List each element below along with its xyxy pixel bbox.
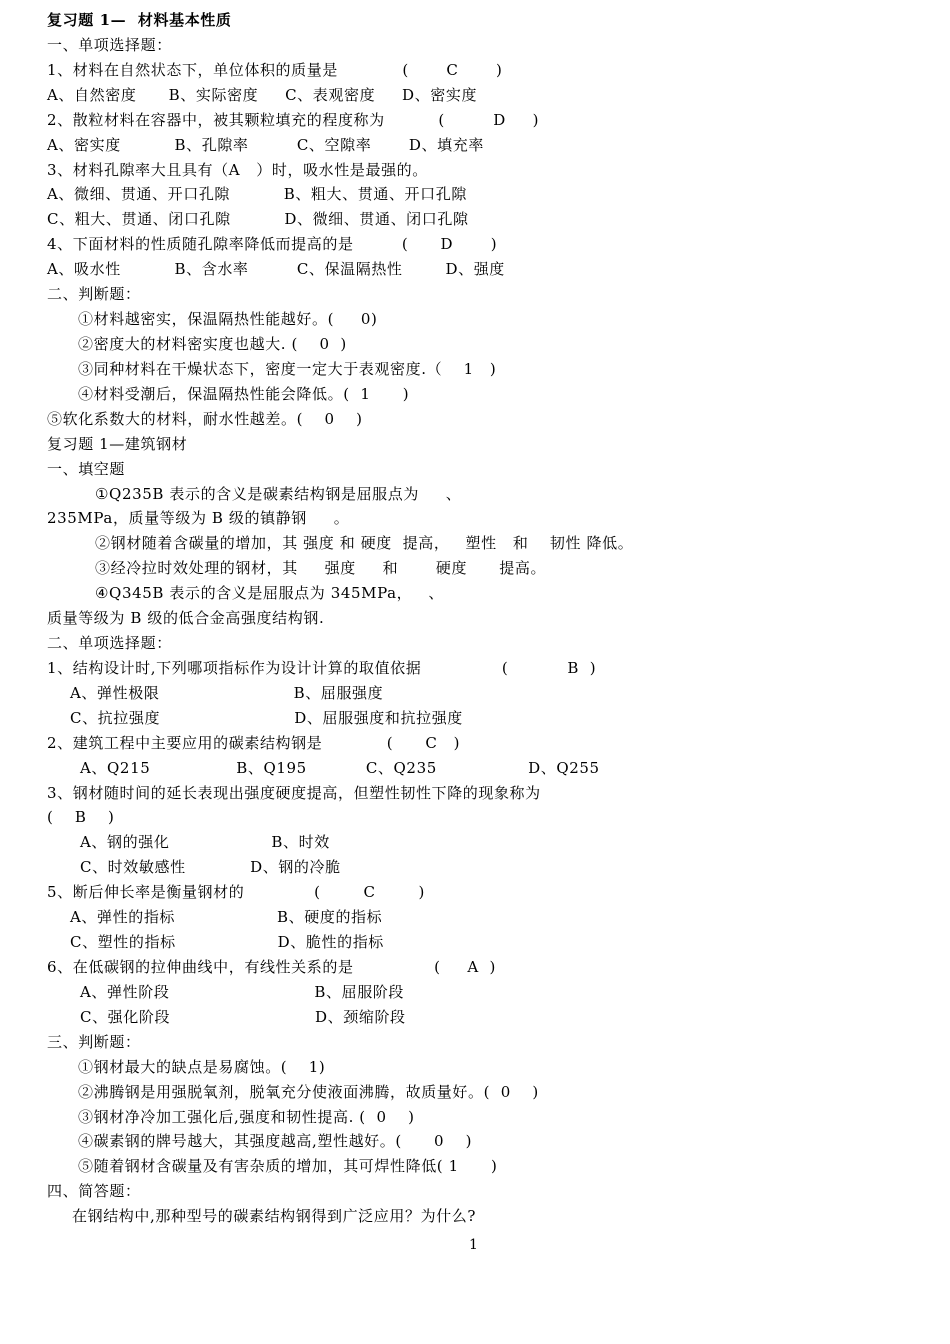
- text-line: 2、建筑工程中主要应用的碳素结构钢是 ( C ): [47, 733, 461, 752]
- text-line: A、自然密度 B、实际密度 C、表观密度 D、密实度: [47, 85, 478, 104]
- text-line: 4、下面材料的性质随孔隙率降低而提高的是 ( D ): [47, 235, 498, 254]
- text-line: ②钢材随着含碳量的增加，其 强度 和 硬度 提高， 塑性 和 韧性 降低。: [95, 534, 634, 553]
- text-line: 1、材料在自然状态下，单位体积的质量是 ( C ): [47, 60, 503, 79]
- text-line: A、吸水性 B、含水率 C、保温隔热性 D、强度: [47, 260, 505, 279]
- text-line: A、钢的强化 B、时效: [80, 833, 330, 852]
- text-line: 二、判断题：: [47, 285, 141, 304]
- text-line: 质量等级为 B 级的低合金高强度结构钢.: [47, 609, 325, 628]
- text-line: C、粗大、贯通、闭口孔隙 D、微细、贯通、闭口孔隙: [47, 210, 469, 229]
- text-line: 3、材料孔隙率大且具有（A ）时，吸水性是最强的。: [47, 160, 428, 179]
- text-line: A、弹性极限 B、屈服强度: [70, 683, 384, 702]
- text-line: 在钢结构中,那种型号的碳素结构钢得到广泛应用？为什么?: [72, 1207, 477, 1226]
- text-line: ⑤软化系数大的材料，耐水性越差。( 0 ): [47, 409, 363, 428]
- text-line: 2、散粒材料在容器中，被其颗粒填充的程度称为 ( D ): [47, 110, 540, 129]
- text-line: A、弹性的指标 B、硬度的指标: [70, 908, 383, 927]
- text-line: A、微细、贯通、开口孔隙 B、粗大、贯通、开口孔隙: [47, 185, 467, 204]
- text-line: ④Q345B 表示的含义是屈服点为 345MPa， 、: [95, 584, 444, 603]
- text-line: ①材料越密实，保温隔热性能越好。( 0): [78, 310, 378, 328]
- text-line: 复习题 1—建筑钢材: [47, 434, 188, 453]
- text-line: C、强化阶段 D、颈缩阶段: [80, 1007, 406, 1026]
- text-line: ②沸腾钢是用强脱氧剂，脱氧充分使液面沸腾，故质量好。( 0 ): [78, 1082, 539, 1101]
- text-line: 四、简答题：: [47, 1182, 141, 1201]
- text-line: ( B ): [47, 808, 115, 827]
- text-line: 1、结构设计时,下列哪项指标作为设计计算的取值依据 ( B ): [47, 658, 597, 677]
- text-line: C、时效敏感性 D、钢的冷脆: [80, 858, 341, 877]
- text-line: C、抗拉强度 D、屈服强度和抗拉强度: [70, 708, 463, 727]
- text-line: A、密实度 B、孔隙率 C、空隙率 D、填充率: [47, 135, 484, 154]
- text-line: 3、钢材随时间的延长表现出强度硬度提高，但塑性韧性下降的现象称为: [47, 783, 541, 802]
- text-line: 235MPa，质量等级为 B 级的镇静钢 。: [47, 509, 350, 528]
- text-line: 5、断后伸长率是衡量钢材的 ( C ): [47, 883, 425, 902]
- text-line: 6、在低碳钢的拉伸曲线中，有线性关系的是 ( A ): [47, 958, 496, 976]
- page-number: 1: [469, 1237, 478, 1253]
- text-line: ③同种材料在干燥状态下，密度一定大于表观密度.（ 1 ): [78, 359, 497, 378]
- text-line: ①Q235B 表示的含义是碳素结构钢是屈服点为 、: [95, 484, 462, 503]
- text-line: A、Q215 B、Q195 C、Q235 D、Q255: [80, 758, 600, 777]
- text-line: ⑤随着钢材含碳量及有害杂质的增加，其可焊性降低( 1 ): [78, 1157, 498, 1176]
- text-line: ④碳素钢的牌号越大，其强度越高,塑性越好。( 0 ): [78, 1132, 473, 1151]
- text-line: ④材料受潮后，保温隔热性能会降低。( 1 ): [78, 384, 410, 403]
- text-line: A、弹性阶段 B、屈服阶段: [80, 982, 404, 1001]
- text-line: ②密度大的材料密实度也越大. ( 0 ): [78, 335, 347, 353]
- text-line: ③经冷拉时效处理的钢材，其 强度 和 硬度 提高。: [95, 559, 547, 578]
- text-line: 三、判断题：: [47, 1032, 141, 1051]
- text-line: 一、填空题: [47, 459, 126, 478]
- text-line: 二、单项选择题：: [47, 634, 172, 652]
- text-line: 一、单项选择题：: [47, 35, 172, 54]
- text-line: 复习题 1— 材料基本性质: [47, 11, 232, 29]
- text-line: ③钢材净冷加工强化后,强度和韧性提高. ( 0 ): [78, 1107, 415, 1126]
- text-line: C、塑性的指标 D、脆性的指标: [70, 933, 384, 951]
- text-line: ①钢材最大的缺点是易腐蚀。( 1): [78, 1057, 326, 1076]
